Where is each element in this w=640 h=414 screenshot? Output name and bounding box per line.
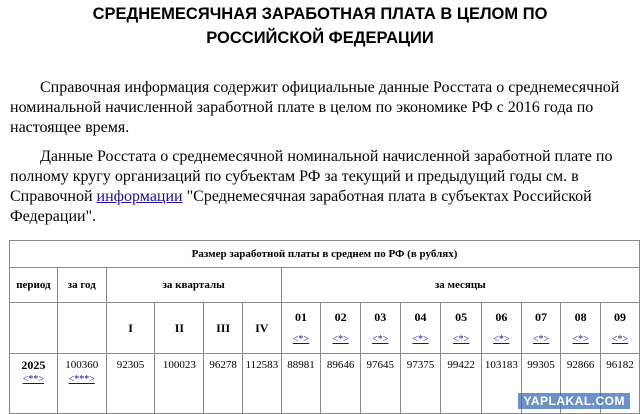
month-header-cell	[561, 303, 601, 354]
month-header-cell	[360, 303, 400, 354]
month-header: 06	[495, 309, 508, 324]
quarter-header: IV	[242, 303, 281, 354]
month-header-cell	[482, 303, 522, 354]
quarter-header: I	[106, 303, 155, 354]
month-value: 92866	[561, 354, 601, 414]
salary-table	[9, 240, 640, 414]
month-value: 99305	[521, 354, 561, 414]
month-value: 103183	[482, 354, 522, 414]
month-header: 01	[294, 309, 307, 324]
month-header: 08	[574, 309, 587, 324]
information-link[interactable]: информации	[96, 188, 183, 205]
header-period: период	[10, 268, 58, 303]
month-header: 02	[334, 309, 347, 324]
month-note-link[interactable]: <*>	[292, 333, 310, 345]
month-value: 99422	[441, 354, 482, 414]
quarter-header: II	[155, 303, 204, 354]
month-note-link[interactable]: <*>	[412, 333, 429, 345]
page-title: СРЕДНЕМЕСЯЧНАЯ ЗАРАБОТНАЯ ПЛАТА В ЦЕЛОМ ПО РОССИЙСКОЙ ФЕДЕРАЦИИ	[92, 5, 548, 47]
year-value: 100360	[65, 359, 99, 371]
site-watermark: YAPLAKAL.COM	[518, 393, 630, 409]
quarter-value: 96278	[204, 354, 243, 414]
month-header: 09	[614, 309, 626, 324]
header-quarters: за кварталы	[106, 268, 281, 303]
month-header-cell	[441, 303, 482, 354]
month-note-link[interactable]: <*>	[332, 333, 349, 345]
month-header-cell	[601, 303, 640, 354]
header-year-empty	[57, 303, 106, 354]
quarter-value: 112583	[242, 354, 281, 414]
year-note-link[interactable]: <***>	[68, 374, 95, 385]
month-header-cell	[281, 303, 321, 354]
month-header-cell	[521, 303, 561, 354]
month-value: 97645	[360, 354, 400, 414]
month-value: 88981	[281, 354, 321, 414]
month-note-link[interactable]: <*>	[572, 333, 589, 345]
month-header-cell	[321, 303, 361, 354]
month-value: 89646	[321, 354, 361, 414]
month-note-link[interactable]: <*>	[372, 333, 389, 345]
month-header: 05	[455, 309, 468, 324]
month-value: 96182	[601, 354, 640, 414]
month-note-link[interactable]: <*>	[493, 333, 510, 345]
quarter-value: 92305	[106, 354, 155, 414]
month-note-link[interactable]: <*>	[453, 333, 470, 345]
month-header: 03	[374, 309, 387, 324]
header-months: за месяцы	[281, 268, 639, 303]
month-header: 07	[535, 309, 547, 324]
intro-paragraph: Справочная информация содержит официальные данные Росстата о среднемесячной номинальной начисленной заработной плате в целом по экономике РФ с 2016 года по настоящее время.	[10, 79, 620, 136]
quarter-header: III	[204, 303, 243, 354]
quarter-value: 100023	[155, 354, 204, 414]
table-caption: Размер заработной платы в среднем по РФ (в рублях)	[10, 241, 640, 268]
month-header-cell	[400, 303, 441, 354]
header-year: за год	[57, 268, 106, 303]
month-note-link[interactable]: <*>	[532, 333, 550, 345]
year-cell	[57, 354, 106, 414]
month-value: 97375	[400, 354, 441, 414]
month-header: 04	[414, 309, 427, 324]
period-value: 2025	[21, 358, 46, 372]
month-note-link[interactable]: <*>	[611, 333, 629, 345]
header-period-empty	[10, 303, 58, 354]
reference-paragraph	[10, 147, 624, 227]
period-cell	[10, 354, 58, 414]
reference-text-after: "Среднемесячная заработная плата в субъектах Российской Федерации".	[10, 188, 592, 225]
reference-text-before: Данные Росстата о среднемесячной номинальной начисленной заработной плате по полному кругу организаций по субъектам РФ за текущий и предыдущий годы см. в Справочной	[10, 148, 613, 205]
period-note-link[interactable]: <**>	[22, 374, 45, 385]
